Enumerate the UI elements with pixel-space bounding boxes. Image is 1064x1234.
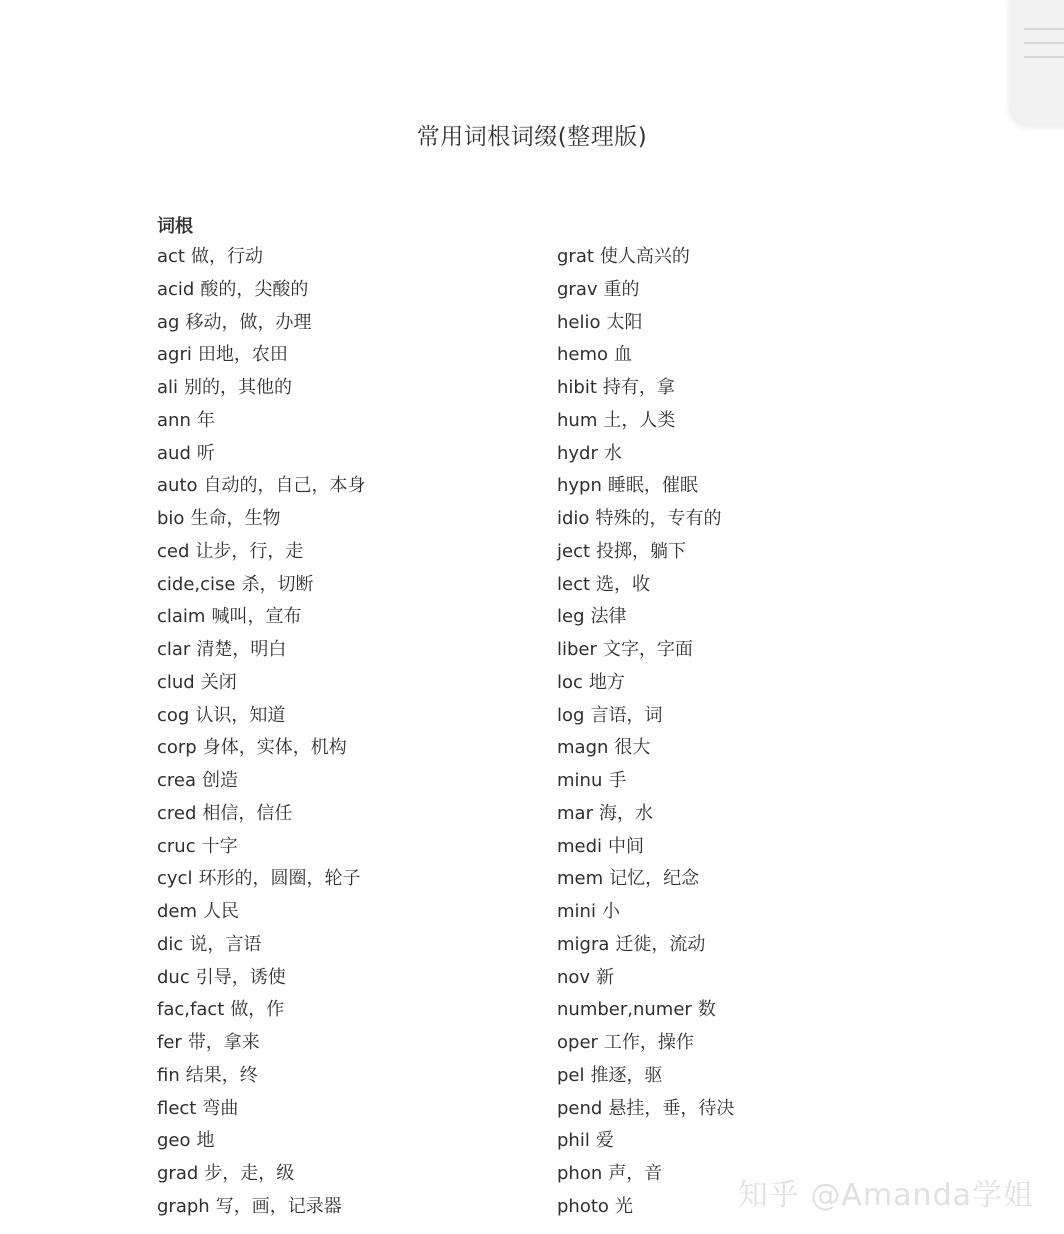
root-meaning: 选，收 <box>596 573 651 595</box>
word-root-entry <box>557 765 957 798</box>
word-root-entry <box>557 896 957 929</box>
root-meaning: 重的 <box>603 278 640 300</box>
root-word: dic <box>157 933 184 955</box>
root-word: pend <box>557 1097 603 1119</box>
root-word: migra <box>557 933 610 955</box>
word-root-entry <box>157 536 537 569</box>
root-word: pel <box>557 1064 585 1086</box>
root-word: cide,cise <box>157 573 236 595</box>
word-root-entry <box>157 569 537 602</box>
root-meaning: 特殊的，专有的 <box>595 508 722 529</box>
root-meaning: 声，音 <box>608 1163 663 1184</box>
root-word: fin <box>157 1064 180 1086</box>
root-meaning: 田地，农田 <box>197 344 288 366</box>
root-word: ject <box>557 540 591 562</box>
root-meaning: 数 <box>697 999 716 1021</box>
root-word: loc <box>557 671 583 693</box>
root-word: lect <box>557 573 591 595</box>
root-meaning: 步，走，级 <box>204 1163 295 1184</box>
tab-line <box>1024 56 1064 58</box>
right-column <box>557 241 957 1224</box>
root-word: ann <box>157 409 191 431</box>
root-word: magn <box>557 737 609 759</box>
root-word: phon <box>557 1163 603 1184</box>
root-word: act <box>157 246 185 267</box>
root-word: clud <box>157 671 195 693</box>
root-word: hemo <box>557 344 609 366</box>
word-root-entry <box>157 863 537 896</box>
word-root-entry <box>557 339 957 372</box>
word-root-entry <box>557 667 957 700</box>
root-meaning: 生命，生物 <box>190 508 281 529</box>
root-word: ced <box>157 540 190 562</box>
root-meaning: 新 <box>596 966 615 988</box>
root-word: liber <box>557 639 597 660</box>
word-root-entry <box>157 798 537 831</box>
root-meaning: 法律 <box>590 606 627 628</box>
page-corner-tab <box>1010 0 1064 126</box>
root-word: hydr <box>557 442 598 464</box>
root-meaning: 关闭 <box>200 671 237 693</box>
root-meaning: 持有，拿 <box>602 377 675 398</box>
root-meaning: 杀，切断 <box>241 573 314 595</box>
word-root-entry <box>557 1060 957 1093</box>
word-root-entry <box>157 634 537 667</box>
root-meaning: 地方 <box>588 671 625 693</box>
root-meaning: 爱 <box>595 1130 614 1152</box>
word-root-entry <box>557 831 957 864</box>
word-root-entry <box>157 667 537 700</box>
root-meaning: 睡眠，催眠 <box>607 475 698 497</box>
root-meaning: 认识，知道 <box>195 704 286 726</box>
root-word: medi <box>557 835 603 857</box>
root-meaning: 别的，其他的 <box>184 377 293 398</box>
root-meaning: 酸的，尖酸的 <box>200 278 309 300</box>
root-meaning: 带，拿来 <box>187 1032 260 1053</box>
word-root-entry <box>157 896 537 929</box>
word-root-entry <box>557 863 957 896</box>
word-root-entry <box>557 634 957 667</box>
word-root-entry <box>557 1027 957 1060</box>
root-word: photo <box>557 1195 609 1217</box>
root-word: geo <box>157 1130 191 1152</box>
word-root-entry <box>157 831 537 864</box>
root-meaning: 手 <box>608 770 627 791</box>
root-word: graph <box>157 1195 210 1217</box>
root-word: phil <box>557 1130 590 1152</box>
root-meaning: 清楚，明白 <box>196 639 287 660</box>
word-root-entry <box>557 700 957 733</box>
word-root-entry <box>557 1125 957 1158</box>
word-root-entry <box>157 1093 537 1126</box>
word-root-entry <box>557 241 957 274</box>
root-word: oper <box>557 1032 598 1053</box>
word-root-entry <box>157 241 537 274</box>
root-word: mini <box>557 901 596 922</box>
root-word: auto <box>157 475 198 497</box>
root-word: clar <box>157 639 191 660</box>
root-word: acid <box>157 278 195 300</box>
root-word: bio <box>157 508 185 529</box>
word-root-entry <box>157 994 537 1027</box>
word-root-entry <box>557 929 957 962</box>
root-word: cog <box>157 704 190 726</box>
word-root-entry <box>157 470 537 503</box>
word-root-entry <box>157 503 537 536</box>
root-meaning: 写，画，记录器 <box>215 1195 342 1217</box>
root-word: corp <box>157 737 197 759</box>
word-root-entry <box>557 536 957 569</box>
root-meaning: 中间 <box>608 835 645 857</box>
root-word: crea <box>157 770 197 791</box>
word-root-entry <box>557 470 957 503</box>
word-root-entry <box>557 994 957 1027</box>
root-meaning: 说，言语 <box>189 933 262 955</box>
root-meaning: 做，作 <box>230 999 285 1021</box>
root-word: grav <box>557 278 598 300</box>
root-meaning: 海，水 <box>598 802 653 824</box>
root-word: grat <box>557 246 594 267</box>
root-word: cycl <box>157 868 193 890</box>
root-meaning: 做，行动 <box>190 246 263 267</box>
root-meaning: 使人高兴的 <box>599 246 690 267</box>
word-root-entry <box>157 601 537 634</box>
root-meaning: 移动，做，办理 <box>185 311 312 333</box>
root-word: dem <box>157 901 198 922</box>
root-word: cruc <box>157 835 196 857</box>
word-root-entry <box>157 765 537 798</box>
root-word: grad <box>157 1163 199 1184</box>
word-root-entry <box>557 569 957 602</box>
root-meaning: 很大 <box>614 737 651 759</box>
root-meaning: 水 <box>603 442 622 464</box>
root-word: mem <box>557 868 604 890</box>
word-root-entry <box>157 274 537 307</box>
word-root-entry <box>557 601 957 634</box>
root-meaning: 迁徙，流动 <box>615 933 706 955</box>
root-word: idio <box>557 508 590 529</box>
root-word: number,numer <box>557 999 692 1021</box>
root-word: duc <box>157 966 190 988</box>
root-meaning: 太阳 <box>606 311 643 333</box>
root-meaning: 血 <box>614 344 633 366</box>
root-word: nov <box>557 966 591 988</box>
root-word: claim <box>157 606 206 628</box>
root-word: hypn <box>557 475 602 497</box>
root-meaning: 让步，行，走 <box>195 540 304 562</box>
word-root-entry <box>557 962 957 995</box>
root-meaning: 悬挂，垂，待决 <box>608 1097 735 1119</box>
root-word: agri <box>157 344 192 366</box>
word-root-entry <box>557 503 957 536</box>
root-meaning: 文字，字面 <box>602 639 693 660</box>
word-root-entry <box>557 732 957 765</box>
root-meaning: 引导，诱使 <box>195 966 286 988</box>
root-word: flect <box>157 1097 197 1119</box>
root-meaning: 听 <box>196 442 215 464</box>
word-root-entry <box>157 732 537 765</box>
root-meaning: 投掷，躺下 <box>596 540 687 562</box>
word-root-entry <box>157 700 537 733</box>
word-root-entry <box>157 1027 537 1060</box>
section-heading: 词根 <box>157 216 193 237</box>
root-word: fer <box>157 1032 182 1053</box>
root-meaning: 光 <box>614 1195 633 1217</box>
word-root-entry <box>157 1125 537 1158</box>
root-word: fac,fact <box>157 999 225 1021</box>
root-meaning: 相信，信任 <box>202 802 293 824</box>
word-root-entry <box>157 929 537 962</box>
root-word: helio <box>557 311 601 333</box>
root-meaning: 创造 <box>202 770 239 791</box>
root-word: mar <box>557 802 593 824</box>
watermark: 知乎 @Amanda学姐 <box>737 1178 1034 1213</box>
document-title: 常用词根词缀(整理版) <box>416 124 648 150</box>
word-root-entry <box>557 307 957 340</box>
root-word: hum <box>557 409 598 431</box>
root-meaning: 结果，终 <box>185 1064 258 1086</box>
word-root-entry <box>557 274 957 307</box>
root-meaning: 人民 <box>203 901 240 922</box>
root-meaning: 小 <box>601 901 620 922</box>
root-meaning: 身体，实体，机构 <box>202 737 347 759</box>
word-root-entry <box>557 405 957 438</box>
word-root-entry <box>157 1060 537 1093</box>
word-root-entry <box>557 798 957 831</box>
root-word: leg <box>557 606 585 628</box>
root-meaning: 环形的，圆圈，轮子 <box>198 868 361 890</box>
root-meaning: 言语，词 <box>590 704 663 726</box>
word-root-entry <box>157 307 537 340</box>
root-meaning: 弯曲 <box>202 1097 239 1119</box>
word-root-entry <box>157 438 537 471</box>
root-meaning: 推逐，驱 <box>590 1064 663 1086</box>
root-word: hibit <box>557 377 597 398</box>
root-meaning: 自动的，自己，本身 <box>203 475 366 497</box>
word-root-entry <box>157 1158 537 1191</box>
root-word: log <box>557 704 585 726</box>
word-root-entry <box>157 405 537 438</box>
root-meaning: 记忆，纪念 <box>609 868 700 890</box>
root-word: aud <box>157 442 191 464</box>
left-column <box>157 241 537 1224</box>
word-root-entry <box>157 372 537 405</box>
root-word: minu <box>557 770 603 791</box>
root-meaning: 土，人类 <box>603 409 676 431</box>
tab-line <box>1024 28 1064 30</box>
root-meaning: 十字 <box>201 835 238 857</box>
root-meaning: 地 <box>196 1130 215 1152</box>
root-meaning: 工作，操作 <box>603 1032 694 1053</box>
tab-line <box>1024 42 1064 44</box>
word-root-entry <box>557 1093 957 1126</box>
word-root-entry <box>557 372 957 405</box>
word-root-entry <box>157 962 537 995</box>
root-meaning: 喊叫，宣布 <box>211 606 302 628</box>
word-root-entry <box>157 339 537 372</box>
root-meaning: 年 <box>196 409 215 431</box>
root-word: ag <box>157 311 180 333</box>
root-word: ali <box>157 377 179 398</box>
root-word: cred <box>157 802 197 824</box>
word-root-entry <box>557 438 957 471</box>
word-root-entry <box>157 1191 537 1224</box>
